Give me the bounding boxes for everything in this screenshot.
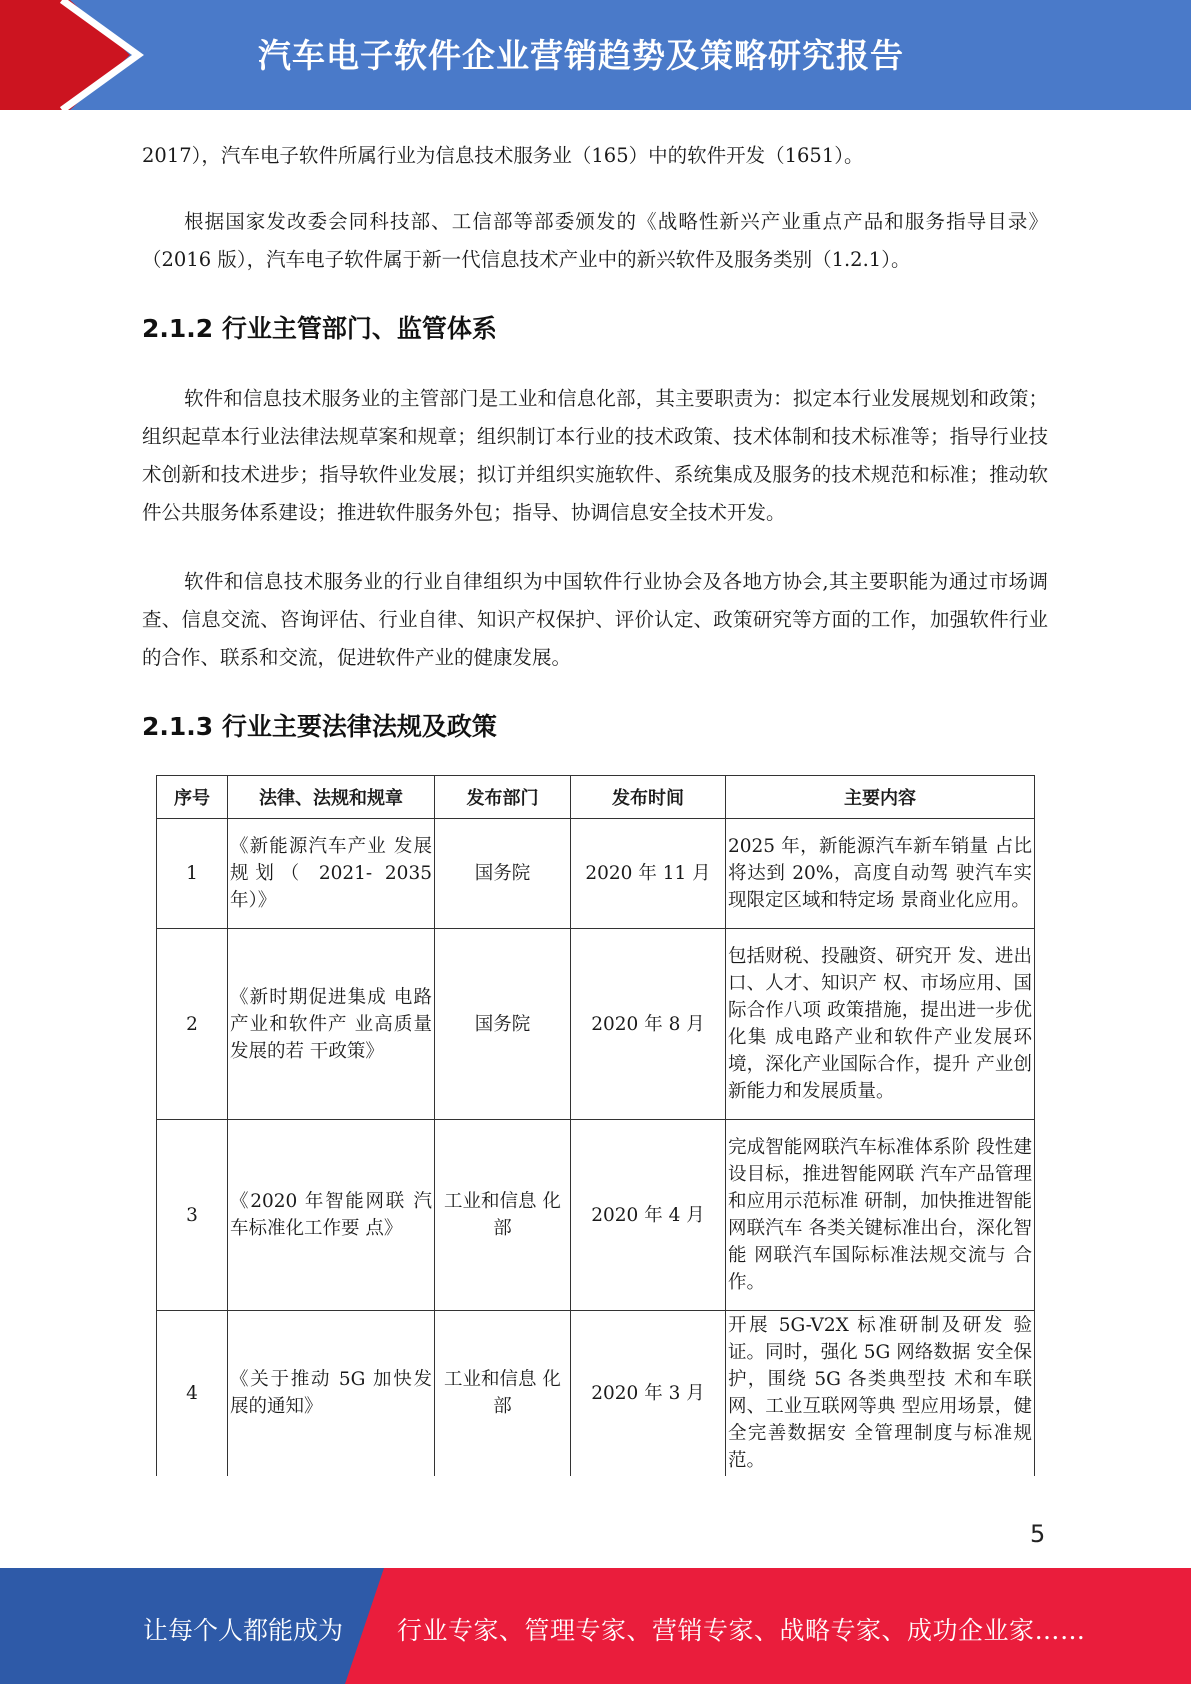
cell-date: 2020 年 11 月 xyxy=(571,819,726,929)
header-arrow-decoration xyxy=(0,0,160,110)
cell-dept: 工业和信息 化部 xyxy=(435,1120,571,1311)
header-no: 序号 xyxy=(157,776,228,819)
paragraph-regulator-duties: 软件和信息技术服务业的主管部门是工业和信息化部，其主要职责为：拟定本行业发展规划和政策；组织起草本行业法律法规草案和规章；组织制订本行业的技术政策、技术体制和技术标准等；指导行业技术创新和技术进步；指导软件业发展；拟订并组织实施软件、系统集成及服务的技术规范和标准；推动软件公共服务体系建设；推进软件服务外包；指导、协调信息安全技术开发。 xyxy=(142,387,1048,524)
section-heading-2-1-3: 2.1.3 行业主要法律法规及政策 xyxy=(142,712,497,741)
policy-table xyxy=(156,775,1035,1476)
table-row xyxy=(157,1311,1035,1476)
cell-dept: 国务院 xyxy=(435,819,571,929)
cell-dept: 国务院 xyxy=(435,929,571,1120)
cell-no: 1 xyxy=(157,819,228,929)
header-law: 法律、法规和规章 xyxy=(228,776,435,819)
page-footer xyxy=(0,1568,1191,1684)
cell-no: 2 xyxy=(157,929,228,1120)
cell-law: 《新时期促进集成 电路产业和软件产 业高质量发展的若 干政策》 xyxy=(228,929,435,1120)
header-dept: 发布部门 xyxy=(435,776,571,819)
paragraph-industry-association: 软件和信息技术服务业的行业自律组织为中国软件行业协会及各地方协会,其主要职能为通过市场调查、信息交流、咨询评估、行业自律、知识产权保护、评价认定、政策研究等方面的工作，加强软件行业的合作、联系和交流，促进软件产业的健康发展。 xyxy=(142,570,1048,669)
cell-no: 4 xyxy=(157,1311,228,1476)
cell-law: 《2020 年智能网联 汽车标准化工作要 点》 xyxy=(228,1120,435,1311)
report-title: 汽车电子软件企业营销趋势及策略研究报告 xyxy=(258,36,904,75)
header-content: 主要内容 xyxy=(726,776,1035,819)
section-heading-2-1-2: 2.1.2 行业主管部门、监管体系 xyxy=(142,314,497,343)
cell-law: 《新能源汽车产业 发展规划（ 2021- 2035 年）》 xyxy=(228,819,435,929)
table-row xyxy=(157,1120,1035,1311)
paragraph-strategic-catalog: 根据国家发改委会同科技部、工信部等部委颁发的《战略性新兴产业重点产品和服务指导目录》（2016 版），汽车电子软件属于新一代信息技术产业中的新兴软件及服务类别（1.2.1）。 xyxy=(142,210,1048,271)
page-header xyxy=(0,0,1191,110)
cell-content: 2025 年，新能源汽车新车销量 占比将达到 20%，高度自动驾 驶汽车实现限定区域和特定场 景商业化应用。 xyxy=(726,819,1035,929)
table-header-row xyxy=(157,776,1035,819)
table-row xyxy=(157,819,1035,929)
cell-date: 2020 年 8 月 xyxy=(571,929,726,1120)
header-date: 发布时间 xyxy=(571,776,726,819)
cell-content: 包括财税、投融资、研究开 发、进出口、人才、知识产 权、市场应用、国际合作八项 政策措施，提出进一步优化集 成电路产业和软件产业发展环 境，深化产业国际合作，提升 产业创新能力和发展质量。 xyxy=(726,929,1035,1120)
cell-date: 2020 年 3 月 xyxy=(571,1311,726,1476)
cell-content: 开展 5G-V2X 标准研制及研发 验证。同时，强化 5G 网络数据 安全保护，围绕 5G 各类典型技 术和车联网、工业互联网等典 型应用场景，健全完善数据安 全管理制度与标准规范。 xyxy=(726,1311,1035,1476)
footer-slogan-right: 行业专家、管理专家、营销专家、战略专家、成功企业家…… xyxy=(397,1616,1086,1645)
cell-law: 《关于推动 5G 加快发展的通知》 xyxy=(228,1311,435,1476)
table-row xyxy=(157,929,1035,1120)
page-number: 5 xyxy=(1030,1520,1046,1548)
footer-slogan-left: 让每个人都能成为 xyxy=(143,1616,344,1645)
cell-date: 2020 年 4 月 xyxy=(571,1120,726,1311)
cell-no: 3 xyxy=(157,1120,228,1311)
cell-dept: 工业和信息 化部 xyxy=(435,1311,571,1476)
paragraph-industry-class: 2017），汽车电子软件所属行业为信息技术服务业（165）中的软件开发（1651）。 xyxy=(142,144,864,167)
cell-content: 完成智能网联汽车标准体系阶 段性建设目标，推进智能网联 汽车产品管理和应用示范标准 研制，加快推进智能网联汽车 各类关键标准出台，深化智能 网联汽车国际标准法规交流与 合作。 xyxy=(726,1120,1035,1311)
